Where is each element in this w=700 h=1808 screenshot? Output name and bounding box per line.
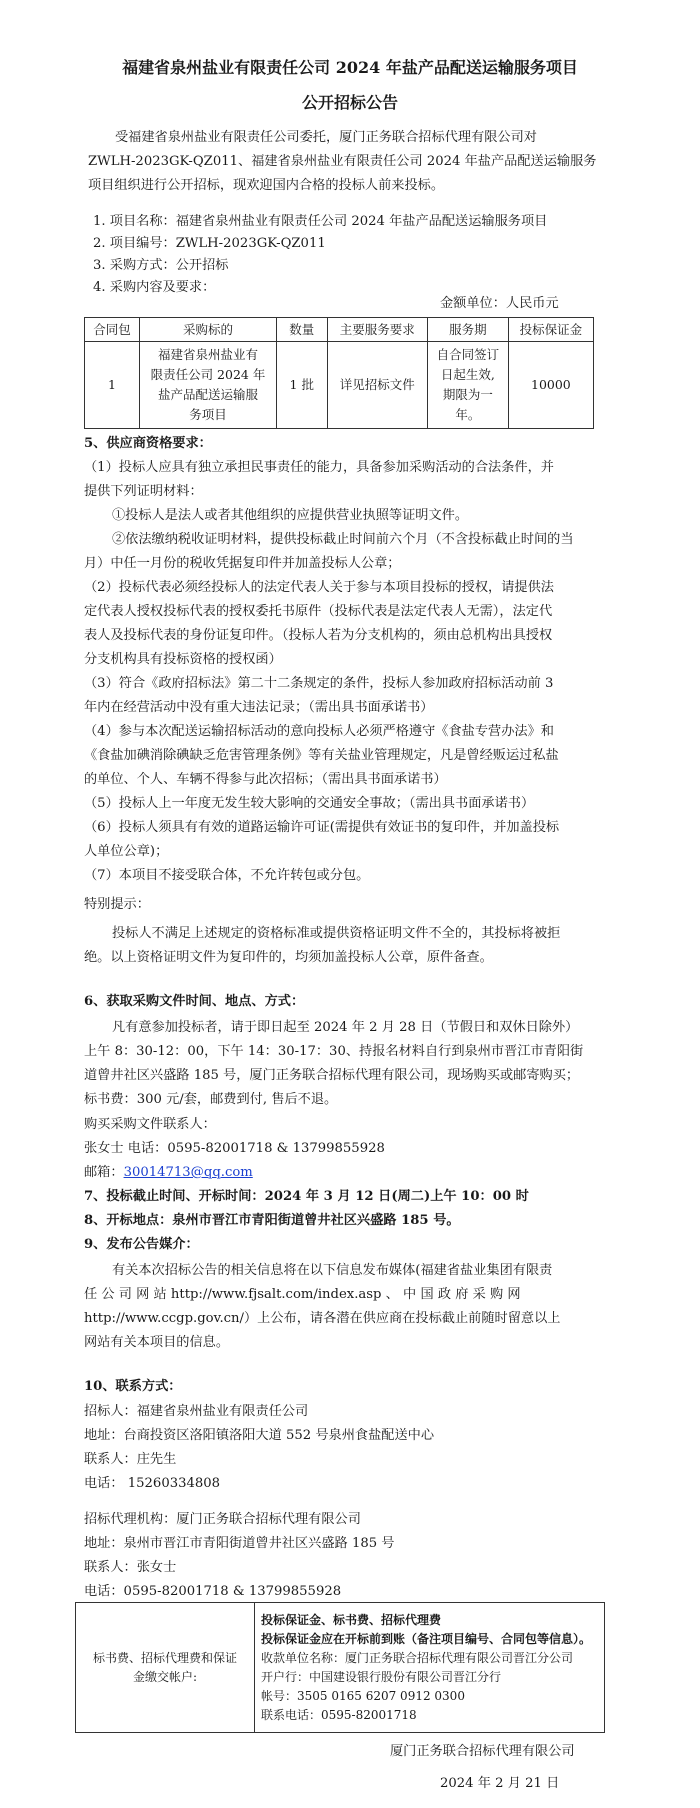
intro-line: 受福建省泉州盐业有限责任公司委托，厦门正务联合招标代理有限公司对 bbox=[115, 130, 537, 145]
payment-label-line: 标书费、招标代理费和保证 bbox=[92, 1650, 237, 1665]
table-row bbox=[76, 1603, 605, 1733]
agency-info: 电话：0595-82001718 & 13799855928 bbox=[84, 1584, 342, 1599]
email-link[interactable]: 30014713@qq.com bbox=[123, 1165, 253, 1180]
purchase-contact: 张女士 电话：0595-82001718 & 13799855928 bbox=[84, 1141, 385, 1156]
obtain-line: 上午 8：30-12：00，下午 14：30-17：30、持报名材料自行到泉州市晋江市青阳街 bbox=[84, 1044, 584, 1059]
buyer-info: 招标人：福建省泉州盐业有限责任公司 bbox=[84, 1404, 309, 1419]
package-cell: 1 bbox=[85, 342, 140, 429]
obtain-line: 道曾井社区兴盛路 185 号，厦门正务联合招标代理有限公司，现场购买或邮寄购买； bbox=[84, 1068, 580, 1083]
obtain-heading: 6、获取采购文件时间、地点、方式： bbox=[84, 994, 305, 1009]
table-header-cell: 合同包 bbox=[85, 318, 140, 342]
media-line: 任 公 司 网 站 http://www.fjsalt.com/index.asp 、 中 国 政 府 采 购 网 bbox=[84, 1287, 521, 1302]
requirements-cell: 详见招标文件 bbox=[327, 342, 427, 429]
page-subtitle: 公开招标公告 bbox=[301, 93, 398, 112]
qualification-line: ②依法缴纳税收证明材料，提供投标截止时间前六个月（不含投标截止时间的当 bbox=[112, 532, 574, 547]
table-header-cell: 服务期 bbox=[427, 318, 508, 342]
payment-detail-line: 联系电话：0595-82001718 bbox=[261, 1707, 417, 1722]
qualification-line: （1）投标人应具有独立承担民事责任的能力，具备参加采购活动的合法条件，并 bbox=[84, 460, 554, 475]
payment-detail-line: 开户行：中国建设银行股份有限公司晋江分行 bbox=[261, 1669, 502, 1684]
payment-account-table bbox=[75, 1602, 605, 1733]
buyer-info: 联系人：庄先生 bbox=[84, 1452, 177, 1467]
media-line: 网站有关本项目的信息。 bbox=[84, 1335, 230, 1350]
subject-line: 盐产品配送运输服 bbox=[157, 387, 258, 402]
buyer-info: 电话： 15260334808 bbox=[84, 1476, 221, 1491]
payment-detail-line: 帐号：3505 0165 6207 0912 0300 bbox=[261, 1688, 465, 1703]
procurement-method: 3. 采购方式：公开招标 bbox=[93, 258, 229, 273]
buyer-info: 地址：台商投资区洛阳镇洛阳大道 552 号泉州食盐配送中心 bbox=[84, 1428, 435, 1443]
bid-opening-location: 8、开标地点：泉州市晋江市青阳街道曾井社区兴盛路 185 号。 bbox=[84, 1213, 460, 1228]
qualification-line: 定代表人授权投标代表的授权委托书原件（投标代表是法定代表人无需），法定代 bbox=[84, 604, 553, 619]
obtain-line: 凡有意参加投标者，请于即日起至 2024 年 2 月 28 日（节假日和双休日除外） bbox=[112, 1020, 579, 1035]
obtain-line: 标书费：300 元/套，邮费到付, 售后不退。 bbox=[84, 1092, 338, 1107]
table-header-cell: 主要服务要求 bbox=[327, 318, 427, 342]
purchase-contact-heading: 购买采购文件联系人： bbox=[84, 1117, 216, 1132]
deposit-cell: 10000 bbox=[508, 342, 593, 429]
qualification-line: （3）符合《政府招标法》第二十二条规定的条件，投标人参加政府招标活动前 3 bbox=[84, 676, 554, 691]
agency-info: 地址：泉州市晋江市青阳街道曾井社区兴盛路 185 号 bbox=[84, 1536, 395, 1551]
qualification-line: （2）投标代表必须经投标人的法定代表人关于参与本项目投标的授权，请提供法 bbox=[84, 580, 554, 595]
procurement-table bbox=[84, 317, 594, 429]
project-name: 1. 项目名称：福建省泉州盐业有限责任公司 2024 年盐产品配送运输服务项目 bbox=[93, 214, 548, 229]
quantity-cell: 1 批 bbox=[276, 342, 327, 429]
period-line: 年。 bbox=[455, 407, 481, 422]
qualification-line: （4）参与本次配送运输招标活动的意向投标人必须严格遵守《食盐专营办法》和 bbox=[84, 724, 554, 739]
agency-info: 招标代理机构：厦门正务联合招标代理有限公司 bbox=[84, 1512, 361, 1527]
qualification-line: 提供下列证明材料： bbox=[84, 484, 203, 499]
payment-label-cell bbox=[76, 1603, 255, 1733]
email-label: 邮箱： bbox=[84, 1165, 124, 1180]
qualification-line: ①投标人是法人或者其他组织的应提供营业执照等证明文件。 bbox=[112, 508, 469, 523]
qualification-line: 人单位公章)； bbox=[84, 844, 169, 859]
special-note-heading: 特别提示： bbox=[84, 897, 150, 912]
qualification-line: （6）投标人须具有有效的道路运输许可证(需提供有效证书的复印件，并加盖投标 bbox=[84, 820, 560, 835]
qualification-line: 年内在经营活动中没有重大违法记录；（需出具书面承诺书） bbox=[84, 700, 434, 715]
table-header-cell: 投标保证金 bbox=[508, 318, 593, 342]
procurement-content-heading: 4. 采购内容及要求： bbox=[93, 280, 216, 295]
subject-cell bbox=[139, 342, 276, 429]
qualification-line: （5）投标人上一年度无发生较大影响的交通安全事故；（需出具书面承诺书） bbox=[84, 796, 535, 811]
qualification-line: 分支机构具有投标资格的授权函） bbox=[84, 652, 282, 667]
payment-label-line: 金缴交帐户: bbox=[132, 1669, 198, 1684]
period-line: 期限为一 bbox=[442, 387, 493, 402]
table-header-cell: 数量 bbox=[276, 318, 327, 342]
table-header-cell: 采购标的 bbox=[139, 318, 276, 342]
period-line: 日起生效, bbox=[440, 367, 495, 382]
contacts-heading: 10、联系方式： bbox=[84, 1379, 182, 1394]
payment-detail-line: 投标保证金、标书费、招标代理费 bbox=[261, 1612, 442, 1627]
intro-line: 项目组织进行公开招标，现欢迎国内合格的投标人前来投标。 bbox=[88, 178, 445, 193]
subject-line: 限责任公司 2024 年 bbox=[150, 367, 266, 382]
media-heading: 9、发布公告媒介： bbox=[84, 1237, 199, 1252]
special-note-line: 投标人不满足上述规定的资格标准或提供资格证明文件不全的，其投标将被拒 bbox=[112, 926, 561, 941]
table-row bbox=[85, 342, 594, 429]
media-line: 有关本次招标公告的相关信息将在以下信息发布媒体(福建省盐业集团有限责 bbox=[112, 1263, 553, 1278]
agency-info: 联系人：张女士 bbox=[84, 1560, 177, 1575]
payment-detail-line: 收款单位名称：厦门正务联合招标代理有限公司晋江分公司 bbox=[261, 1650, 574, 1665]
qualification-line: 的单位、个人、车辆不得参与此次招标；（需出具书面承诺书） bbox=[84, 772, 447, 787]
payment-details-cell bbox=[255, 1603, 605, 1733]
project-code: 2. 项目编号：ZWLH-2023GK-QZ011 bbox=[93, 236, 326, 251]
period-line: 自合同签订 bbox=[436, 347, 500, 362]
qualification-line: 表人及投标代表的身份证复印件。（投标人若为分支机构的，须由总机构出具授权 bbox=[84, 628, 553, 643]
payment-detail-line: 投标保证金应在开标前到账（备注项目编号、合同包等信息）。 bbox=[261, 1631, 592, 1646]
qualification-line: （7）本项目不接受联合体，不允许转包或分包。 bbox=[84, 868, 370, 883]
subject-line: 务项目 bbox=[189, 407, 227, 422]
service-period-cell bbox=[427, 342, 508, 429]
special-note-line: 绝。以上资格证明文件为复印件的，均须加盖投标人公章，原件备查。 bbox=[84, 950, 493, 965]
subject-line: 福建省泉州盐业有 bbox=[157, 347, 258, 362]
bid-deadline: 7、投标截止时间、开标时间：2024 年 3 月 12 日(周二)上午 10：00 时 bbox=[84, 1189, 529, 1204]
qualifications-heading: 5、供应商资格要求： bbox=[84, 436, 212, 451]
issuer-name: 厦门正务联合招标代理有限公司 bbox=[390, 1744, 575, 1759]
media-line: http://www.ccgp.gov.cn/）上公布，请各潜在供应商在投标截止前随时留意以上 bbox=[84, 1311, 561, 1326]
intro-line: ZWLH-2023GK-QZ011、福建省泉州盐业有限责任公司 2024 年盐产品配送运输服务 bbox=[88, 154, 597, 169]
page-title: 福建省泉州盐业有限责任公司 2024 年盐产品配送运输服务项目 bbox=[122, 58, 578, 77]
qualification-line: 《食盐加碘消除碘缺乏危害管理条例》等有关盐业管理规定，凡是曾经贩运过私盐 bbox=[84, 748, 559, 763]
table-header-row bbox=[85, 318, 594, 342]
email-row bbox=[84, 1161, 253, 1185]
issue-date: 2024 年 2 月 21 日 bbox=[440, 1776, 560, 1791]
currency-unit: 金额单位：人民币元 bbox=[440, 296, 559, 311]
qualification-line: 月）中任一月份的税收凭据复印件并加盖投标人公章； bbox=[84, 556, 401, 571]
